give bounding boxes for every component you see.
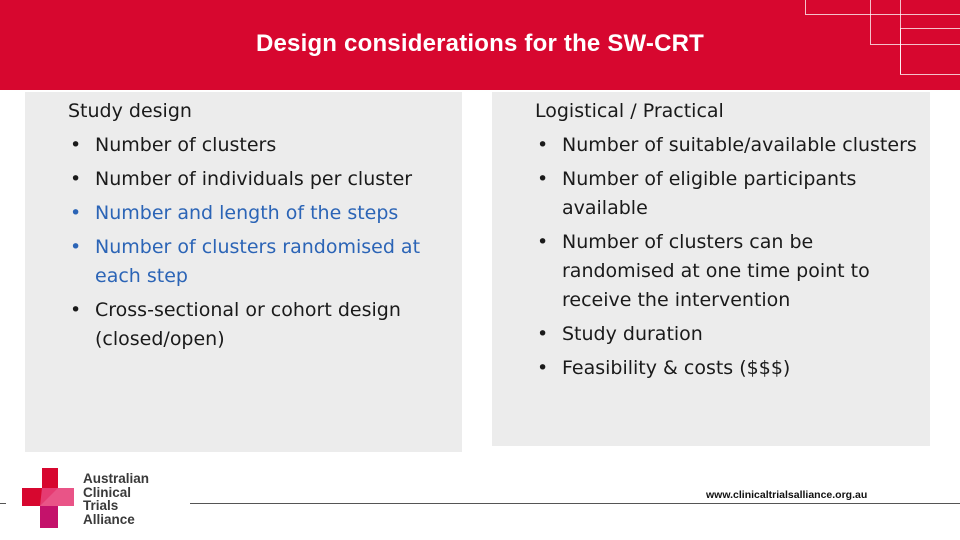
study-design-list-item: • Number of clusters randomised at each step	[68, 233, 453, 291]
website-link[interactable]: www.clinicaltrialsalliance.org.au	[706, 489, 868, 501]
acta-logo-text	[83, 472, 149, 526]
logo-line: Clinical	[83, 484, 132, 500]
study-design-list	[68, 131, 453, 354]
study-design-list-item: • Number of clusters	[68, 131, 453, 160]
logo-mark-shape	[40, 506, 58, 528]
logistical-list-item: • Number of clusters can be randomised at one time point to receive the intervention	[535, 228, 925, 315]
logistical-list	[535, 131, 925, 383]
logistical-list-item: • Feasibility & costs ($$$)	[535, 354, 925, 383]
footer-divider	[190, 503, 960, 504]
logistical-heading: Logistical / Practical	[535, 100, 724, 122]
study-design-heading: Study design	[68, 100, 192, 122]
study-design-list-item: • Cross-sectional or cohort design (closed/open)	[68, 296, 453, 354]
logo-line: Trials	[83, 498, 119, 513]
logistical-list-item: • Number of suitable/available clusters	[535, 131, 925, 160]
logistical-list-item: • Number of eligible participants available	[535, 165, 925, 223]
logo-line: Australian	[83, 471, 150, 486]
logo-line: Alliance	[83, 511, 135, 527]
header-bar	[0, 0, 960, 90]
logistical-list-item: • Study duration	[535, 320, 925, 349]
footer-divider	[0, 503, 6, 504]
study-design-column	[68, 97, 453, 359]
study-design-list-item: • Number and length of the steps	[68, 199, 453, 228]
logistical-column	[535, 97, 925, 388]
study-design-list-item: • Number of individuals per cluster	[68, 165, 453, 194]
page-title: Design considerations for the SW-CRT	[255, 30, 705, 57]
